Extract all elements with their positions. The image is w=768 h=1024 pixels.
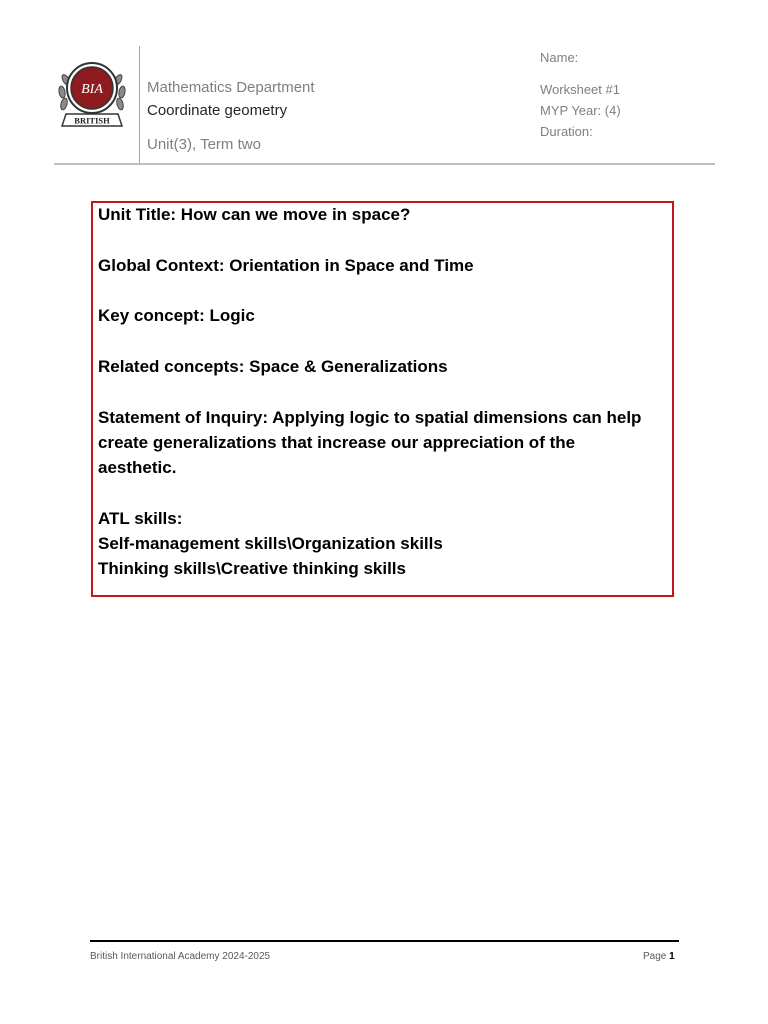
- page-number: 1: [669, 951, 675, 962]
- key-concept: Key concept: Logic: [98, 306, 255, 325]
- name-label: Name:: [540, 50, 579, 65]
- atl-skills-heading: ATL skills:: [98, 509, 183, 528]
- page-indicator: [643, 951, 675, 962]
- footer-academy: British International Academy 2024-2025: [90, 951, 271, 962]
- school-logo: [56, 56, 128, 134]
- statement-of-inquiry-line: aesthetic.: [98, 458, 177, 477]
- unit-term: Unit(3), Term two: [147, 136, 261, 153]
- myp-year: MYP Year: (4): [540, 103, 621, 118]
- statement-of-inquiry-line: Statement of Inquiry: Applying logic to spatial dimensions can help: [98, 408, 642, 427]
- related-concepts: Related concepts: Space & Generalizations: [98, 357, 448, 376]
- page-label: Page: [643, 951, 667, 962]
- logo-monogram: BIA: [81, 82, 103, 97]
- worksheet-number: Worksheet #1: [540, 82, 620, 97]
- header-rule: [54, 163, 715, 165]
- global-context: Global Context: Orientation in Space and Time: [98, 256, 474, 275]
- footer-rule: [90, 940, 679, 942]
- unit-title: Unit Title: How can we move in space?: [98, 205, 411, 224]
- statement-of-inquiry-line: create generalizations that increase our appreciation of the: [98, 433, 576, 452]
- department-name: Mathematics Department: [147, 79, 315, 96]
- header-divider: [139, 46, 140, 163]
- topic-title: Coordinate geometry: [147, 102, 288, 119]
- atl-skill-item: Self-management skills\Organization skills: [98, 534, 443, 553]
- duration-label: Duration:: [540, 124, 593, 139]
- logo-banner-text: BRITISH: [74, 115, 110, 126]
- atl-skill-item: Thinking skills\Creative thinking skills: [98, 559, 406, 578]
